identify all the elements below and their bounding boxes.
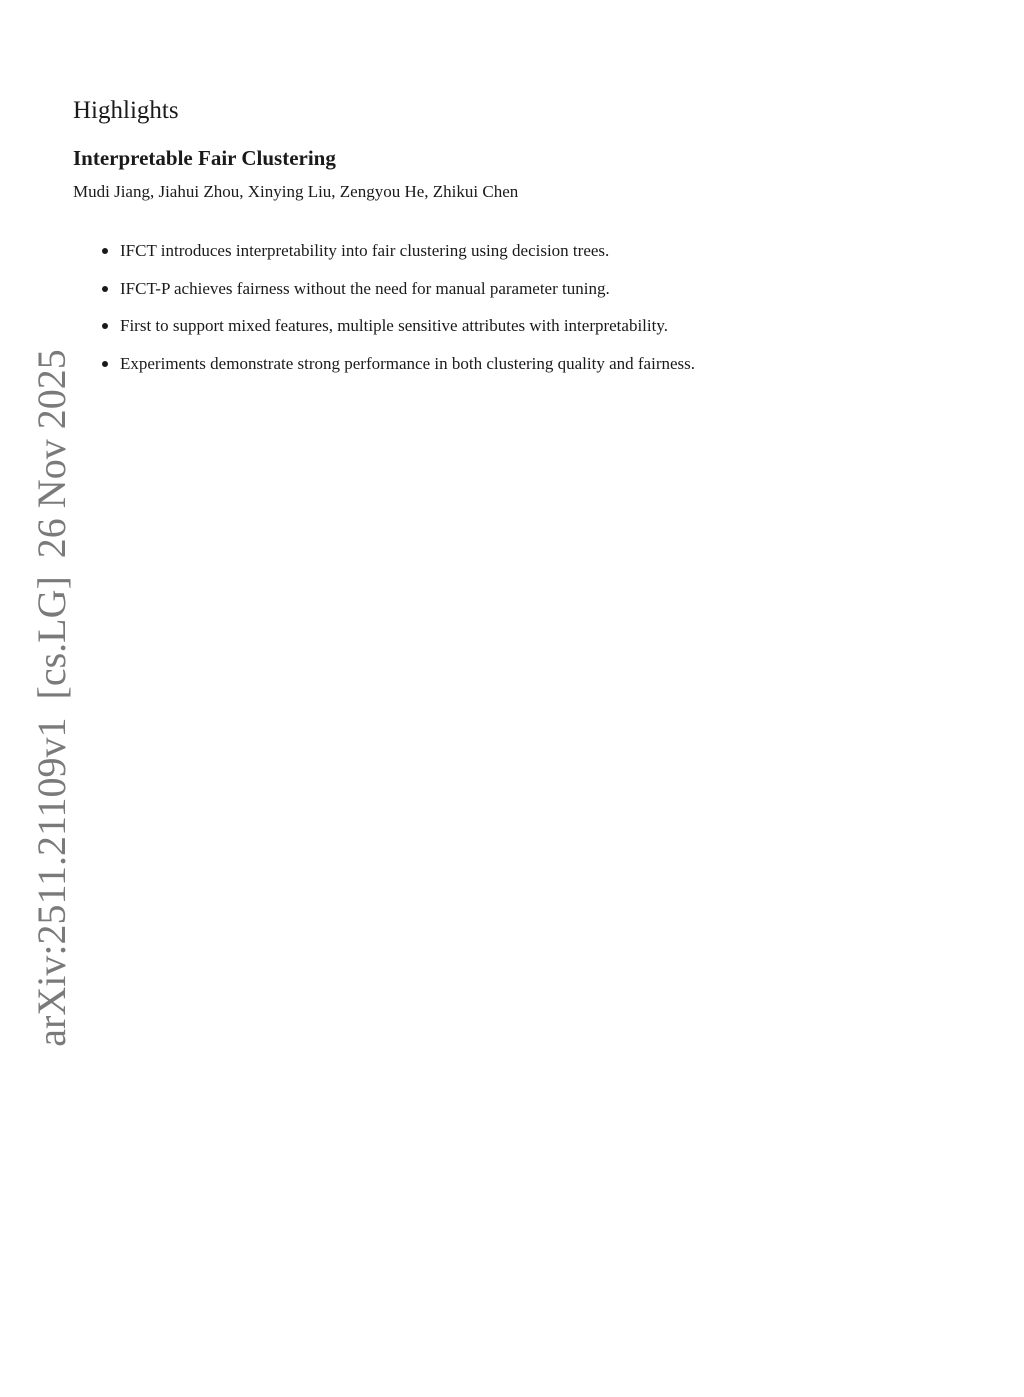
arxiv-stamp xyxy=(30,349,74,1046)
arxiv-date: 26 Nov 2025 xyxy=(29,349,74,559)
highlight-text: Experiments demonstrate strong performance in both clustering quality and fairness. xyxy=(120,353,696,373)
highlight-text: First to support mixed features, multiple sensitive attributes with interpretability. xyxy=(120,316,668,335)
bullet-icon xyxy=(102,248,108,254)
highlight-item xyxy=(100,315,695,337)
author-list: Mudi Jiang, Jiahui Zhou, Xinying Liu, Zengyou He, Zhikui Chen xyxy=(73,182,519,201)
highlight-item xyxy=(100,240,695,262)
bullet-icon xyxy=(102,361,108,367)
highlight-text: IFCT introduces interpretability into fair clustering using decision trees. xyxy=(120,241,610,260)
bullet-icon xyxy=(102,323,108,329)
bullet-icon xyxy=(102,286,108,292)
highlights-list xyxy=(100,240,695,390)
highlight-item xyxy=(100,278,695,300)
highlight-text: IFCT-P achieves fairness without the need for manual parameter tuning. xyxy=(120,278,610,298)
paper-title: Interpretable Fair Clustering xyxy=(73,146,336,170)
arxiv-category: [cs.LG] xyxy=(29,576,74,700)
section-heading: Highlights xyxy=(73,97,179,124)
arxiv-identifier: arXiv:2511.21109v1 xyxy=(29,717,74,1047)
highlight-item xyxy=(100,353,695,375)
